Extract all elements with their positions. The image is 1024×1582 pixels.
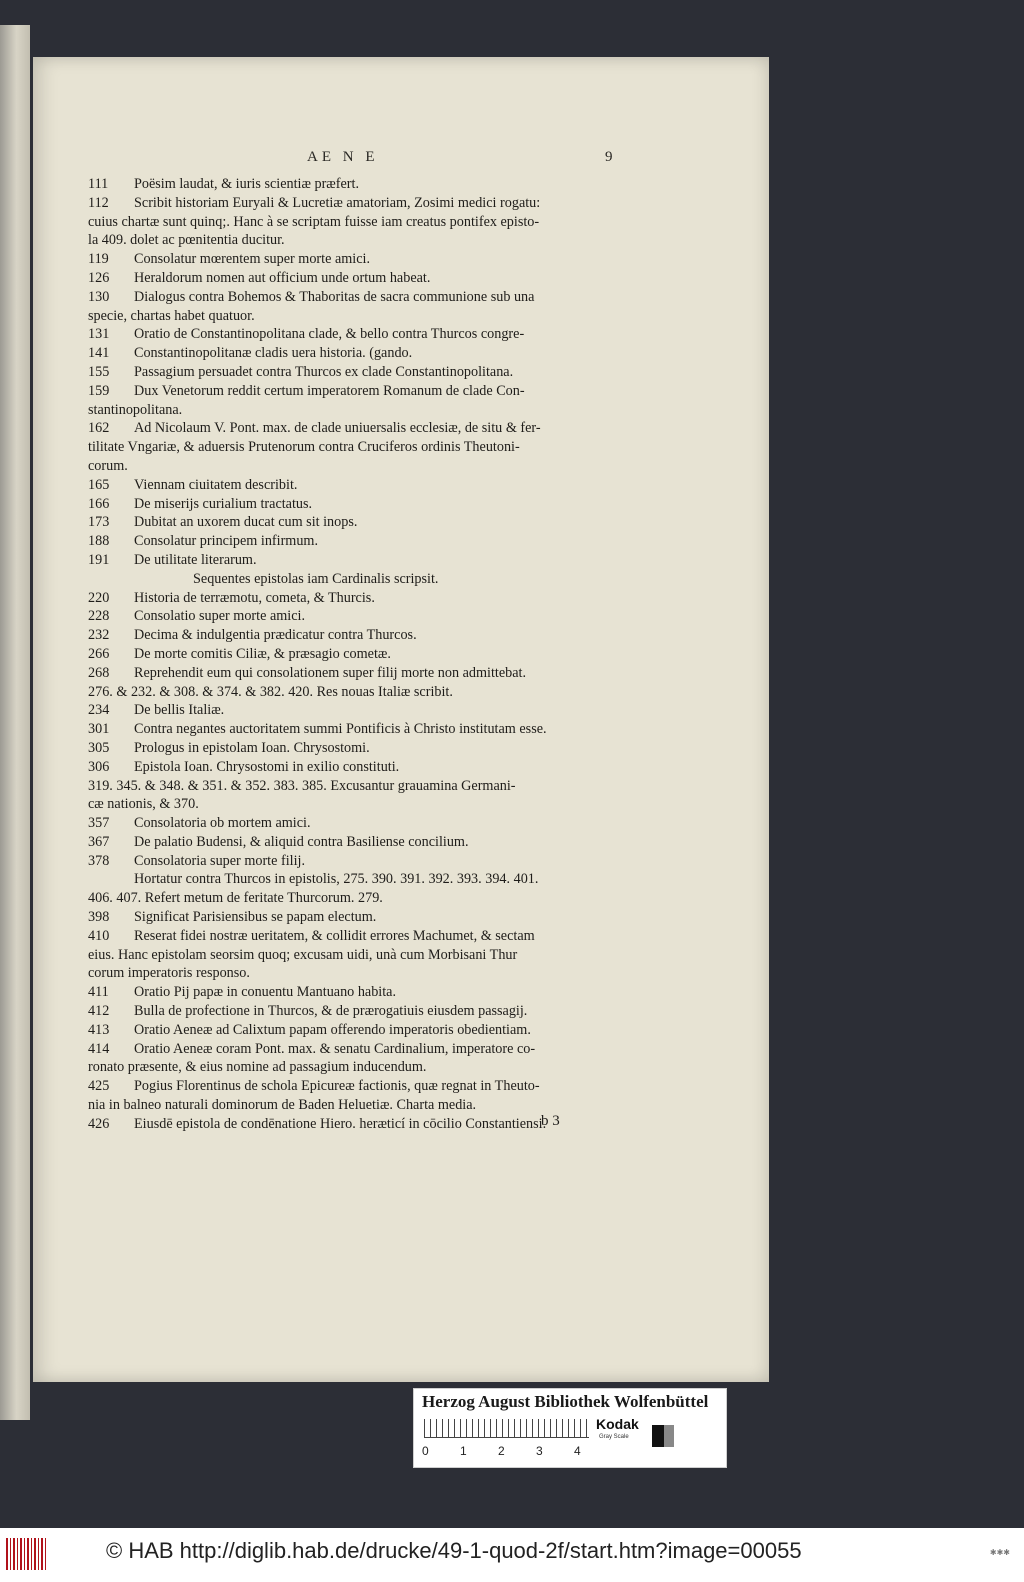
index-entry — [88, 739, 668, 758]
index-entry — [88, 175, 668, 194]
entry-text: Oratio Aeneæ ad Calixtum papam offerendo imperatoris obedientiam. — [134, 1021, 531, 1038]
entry-number: 410 — [88, 927, 110, 944]
entry-number: 155 — [88, 363, 110, 380]
entry-number: 305 — [88, 739, 110, 756]
entry-text: Consolatoria ob mortem amici. — [134, 815, 311, 832]
entry-text: Dubitat an uxorem ducat cum sit inops. — [134, 514, 358, 531]
entry-text: Dialogus contra Bohemos & Thaboritas de sacra communione sub una — [134, 288, 535, 305]
index-entry — [88, 1096, 668, 1115]
entry-text: Eiusdē epistola de condēnatione Hiero. heræticí in cōcilio Constantiensi. — [134, 1115, 547, 1132]
entry-text: Dux Venetorum reddit certum imperatorem Romanum de clade Con- — [134, 382, 525, 399]
index-entry — [88, 325, 668, 344]
kodak-logo: Kodak — [596, 1416, 639, 1432]
index-entry — [88, 476, 668, 495]
index-entry — [88, 964, 668, 983]
entry-number: 426 — [88, 1115, 110, 1132]
entry-text: 276. & 232. & 308. & 374. & 382. 420. Res nouas Italiæ scribit. — [88, 683, 453, 700]
entry-text: Oratio Pij papæ in conuentu Mantuano habita. — [134, 984, 397, 1001]
entry-text: Passagium persuadet contra Thurcos ex clade Constantinopolitana. — [134, 363, 514, 380]
index-entry — [88, 683, 668, 702]
entry-number: 173 — [88, 514, 110, 531]
index-entry — [88, 250, 668, 269]
entry-text: De utilitate literarum. — [134, 551, 257, 568]
entry-text: Consolatur principem infirmum. — [134, 533, 319, 550]
index-entry — [88, 833, 668, 852]
entry-number: 378 — [88, 852, 110, 869]
entry-text: De palatio Budensi, & aliquid contra Basiliense concilium. — [134, 833, 469, 850]
entry-number: 166 — [88, 495, 110, 512]
entry-number: 413 — [88, 1021, 110, 1038]
ruler-number: 0 — [422, 1444, 429, 1458]
grayscale-label: Gray Scale — [599, 1434, 629, 1440]
ruler-number: 4 — [574, 1444, 581, 1458]
index-entry — [88, 401, 668, 420]
entry-text: Consolatio super morte amici. — [134, 608, 306, 625]
index-entry — [88, 852, 668, 871]
entry-text: corum imperatoris responso. — [88, 965, 250, 982]
index-entry — [88, 908, 668, 927]
facing-page-edge — [0, 25, 30, 1420]
index-entry — [88, 363, 668, 382]
entry-text: Hortatur contra Thurcos in epistolis, 275. 390. 391. 392. 393. 394. 401. — [134, 871, 539, 888]
index-entry — [88, 1115, 668, 1134]
entry-text: De bellis Italiæ. — [134, 702, 225, 719]
index-entry — [88, 288, 668, 307]
entry-number: 119 — [88, 251, 109, 268]
index-entry — [88, 758, 668, 777]
copyright-url[interactable]: © HAB http://diglib.hab.de/drucke/49-1-quod-2f/start.htm?image=00055 — [106, 1538, 802, 1563]
index-entry — [88, 495, 668, 514]
entry-text: Viennam ciuitatem describit. — [134, 476, 298, 493]
index-entry — [88, 701, 668, 720]
entry-text: De miserijs curialium tractatus. — [134, 495, 313, 512]
entry-text: Oratio Aeneæ coram Pont. max. & senatu Cardinalium, imperatore co- — [134, 1040, 536, 1057]
entry-text: tilitate Vngariæ, & aduersis Prutenorum contra Cruciferos ordinis Theutoni- — [88, 439, 520, 456]
entry-text: 319. 345. & 348. & 351. & 352. 383. 385. Excusantur grauamina Germani- — [88, 777, 516, 794]
entry-number: 232 — [88, 627, 110, 644]
index-entry — [88, 307, 668, 326]
index-entry — [88, 532, 668, 551]
index-entry — [88, 231, 668, 250]
index-entry — [88, 1021, 668, 1040]
entry-text: Ad Nicolaum V. Pont. max. de clade uniuersalis ecclesiæ, de situ & fer- — [134, 420, 541, 437]
page-number: 9 — [605, 149, 613, 165]
index-entry — [88, 269, 668, 288]
color-reference-card — [413, 1388, 727, 1468]
index-entry — [88, 1002, 668, 1021]
entry-text: Bulla de profectione in Thurcos, & de prærogatiuis eiusdem passagij. — [134, 1003, 528, 1020]
entry-text: la 409. dolet ac pœnitentia ducitur. — [88, 232, 285, 249]
entry-number: 165 — [88, 476, 110, 493]
index-entry — [88, 589, 668, 608]
entry-number: 425 — [88, 1078, 110, 1095]
index-entry — [88, 513, 668, 532]
index-entry — [88, 870, 668, 889]
ruler-scale — [424, 1419, 589, 1438]
entry-text: eius. Hanc epistolam seorsim quoq; excusam uidi, unà cum Morbisani Thur — [88, 946, 518, 963]
index-text — [88, 175, 668, 1134]
signature-mark: b 3 — [541, 1113, 560, 1129]
entry-text: Scribit historiam Euryali & Lucretiæ amatoriam, Zosimi medici rogatu: — [134, 194, 541, 211]
entry-number: 126 — [88, 269, 110, 286]
entry-text: Epistola Ioan. Chrysostomi in exilio constituti. — [134, 758, 400, 775]
entry-text: Heraldorum nomen aut officium unde ortum habeat. — [134, 269, 431, 286]
index-entry — [88, 889, 668, 908]
entry-text: De morte comitis Ciliæ, & præsagio cometæ. — [134, 645, 391, 662]
entry-text: specie, chartas habet quatuor. — [88, 307, 255, 324]
entry-number: 306 — [88, 758, 110, 775]
entry-text: Prologus in epistolam Ioan. Chrysostomi. — [134, 739, 370, 756]
entry-text: Contra negantes auctoritatem summi Pontificis à Christo institutam esse. — [134, 721, 547, 738]
entry-text: Significat Parisiensibus se papam electum. — [134, 909, 377, 926]
ruler-number: 2 — [498, 1444, 505, 1458]
entry-number: 414 — [88, 1040, 110, 1057]
index-entry — [88, 570, 668, 589]
entry-text: ronato præsente, & eius nomine ad passagium inducendum. — [88, 1059, 427, 1076]
index-entry — [88, 927, 668, 946]
entry-text: stantinopolitana. — [88, 401, 183, 418]
entry-number: 234 — [88, 702, 110, 719]
index-entry — [88, 777, 668, 796]
entry-text: 406. 407. Refert metum de feritate Thurcorum. 279. — [88, 890, 383, 907]
index-entry — [88, 664, 668, 683]
entry-number: 412 — [88, 1003, 110, 1020]
entry-number: 228 — [88, 608, 110, 625]
index-entry — [88, 1040, 668, 1059]
index-entry — [88, 194, 668, 213]
index-entry — [88, 419, 668, 438]
index-entry — [88, 946, 668, 965]
index-entry — [88, 213, 668, 232]
index-entry — [88, 720, 668, 739]
entry-text: Poësim laudat, & iuris scientiæ præfert. — [134, 176, 359, 192]
gray-swatch — [652, 1425, 674, 1447]
index-entry — [88, 1077, 668, 1096]
index-entry — [88, 795, 668, 814]
entry-number: 220 — [88, 589, 110, 606]
entry-text: Consolatur mœrentem super morte amici. — [134, 251, 371, 268]
entry-number: 141 — [88, 345, 110, 362]
entry-text: cuius chartæ sunt quinq;. Hanc à se scriptam fuisse iam creatus pontifex episto- — [88, 213, 540, 230]
entry-text: Consolatoria super morte filij. — [134, 852, 306, 869]
entry-text: Reprehendit eum qui consolationem super filij morte non admittebat. — [134, 664, 527, 681]
entry-text: Decima & indulgentia prædicatur contra Thurcos. — [134, 627, 417, 644]
entry-text: Oratio de Constantinopolitana clade, & bello contra Thurcos congre- — [134, 326, 525, 343]
footer-bar — [0, 1528, 1024, 1582]
entry-number: 411 — [88, 984, 109, 1001]
index-entry — [88, 457, 668, 476]
index-entry — [88, 607, 668, 626]
index-entry — [88, 626, 668, 645]
running-title: AE N E — [307, 149, 379, 165]
index-entry — [88, 438, 668, 457]
footer-mark: ✱✱✱ — [989, 1548, 1010, 1557]
entry-text: Sequentes epistolas iam Cardinalis scripsit. — [193, 570, 439, 587]
entry-text: Reserat fidei nostræ ueritatem, & collidit errores Machumet, & sectam — [134, 927, 535, 944]
entry-number: 188 — [88, 533, 110, 550]
entry-text: Constantinopolitanæ cladis uera historia. (gando. — [134, 345, 413, 362]
index-entry — [88, 645, 668, 664]
entry-number: 398 — [88, 909, 110, 926]
ruler-number: 3 — [536, 1444, 543, 1458]
entry-number: 268 — [88, 664, 110, 681]
entry-number: 301 — [88, 721, 110, 738]
entry-text: nia in balneo naturali dominorum de Baden Heluetiæ. Charta media. — [88, 1097, 477, 1114]
entry-number: 266 — [88, 645, 110, 662]
entry-number: 367 — [88, 833, 110, 850]
barcode-icon — [6, 1538, 46, 1570]
entry-text: Pogius Florentinus de schola Epicureæ factionis, quæ regnat in Theuto- — [134, 1078, 540, 1095]
entry-number: 130 — [88, 288, 110, 305]
entry-number: 159 — [88, 382, 110, 399]
index-entry — [88, 551, 668, 570]
index-entry — [88, 814, 668, 833]
entry-text: Historia de terræmotu, cometa, & Thurcis. — [134, 589, 375, 606]
entry-number: 112 — [88, 194, 109, 211]
entry-number: 162 — [88, 420, 110, 437]
index-entry — [88, 1058, 668, 1077]
entry-text: corum. — [88, 457, 128, 474]
entry-number: 191 — [88, 551, 110, 568]
entry-number: 357 — [88, 815, 110, 832]
book-page — [33, 57, 769, 1382]
entry-text: cæ nationis, & 370. — [88, 796, 199, 813]
ruler-number: 1 — [460, 1444, 467, 1458]
entry-number: 131 — [88, 326, 110, 343]
index-entry — [88, 344, 668, 363]
library-name: Herzog August Bibliothek Wolfenbüttel — [422, 1392, 709, 1411]
index-entry — [88, 983, 668, 1002]
index-entry — [88, 382, 668, 401]
entry-number: 111 — [88, 176, 109, 192]
